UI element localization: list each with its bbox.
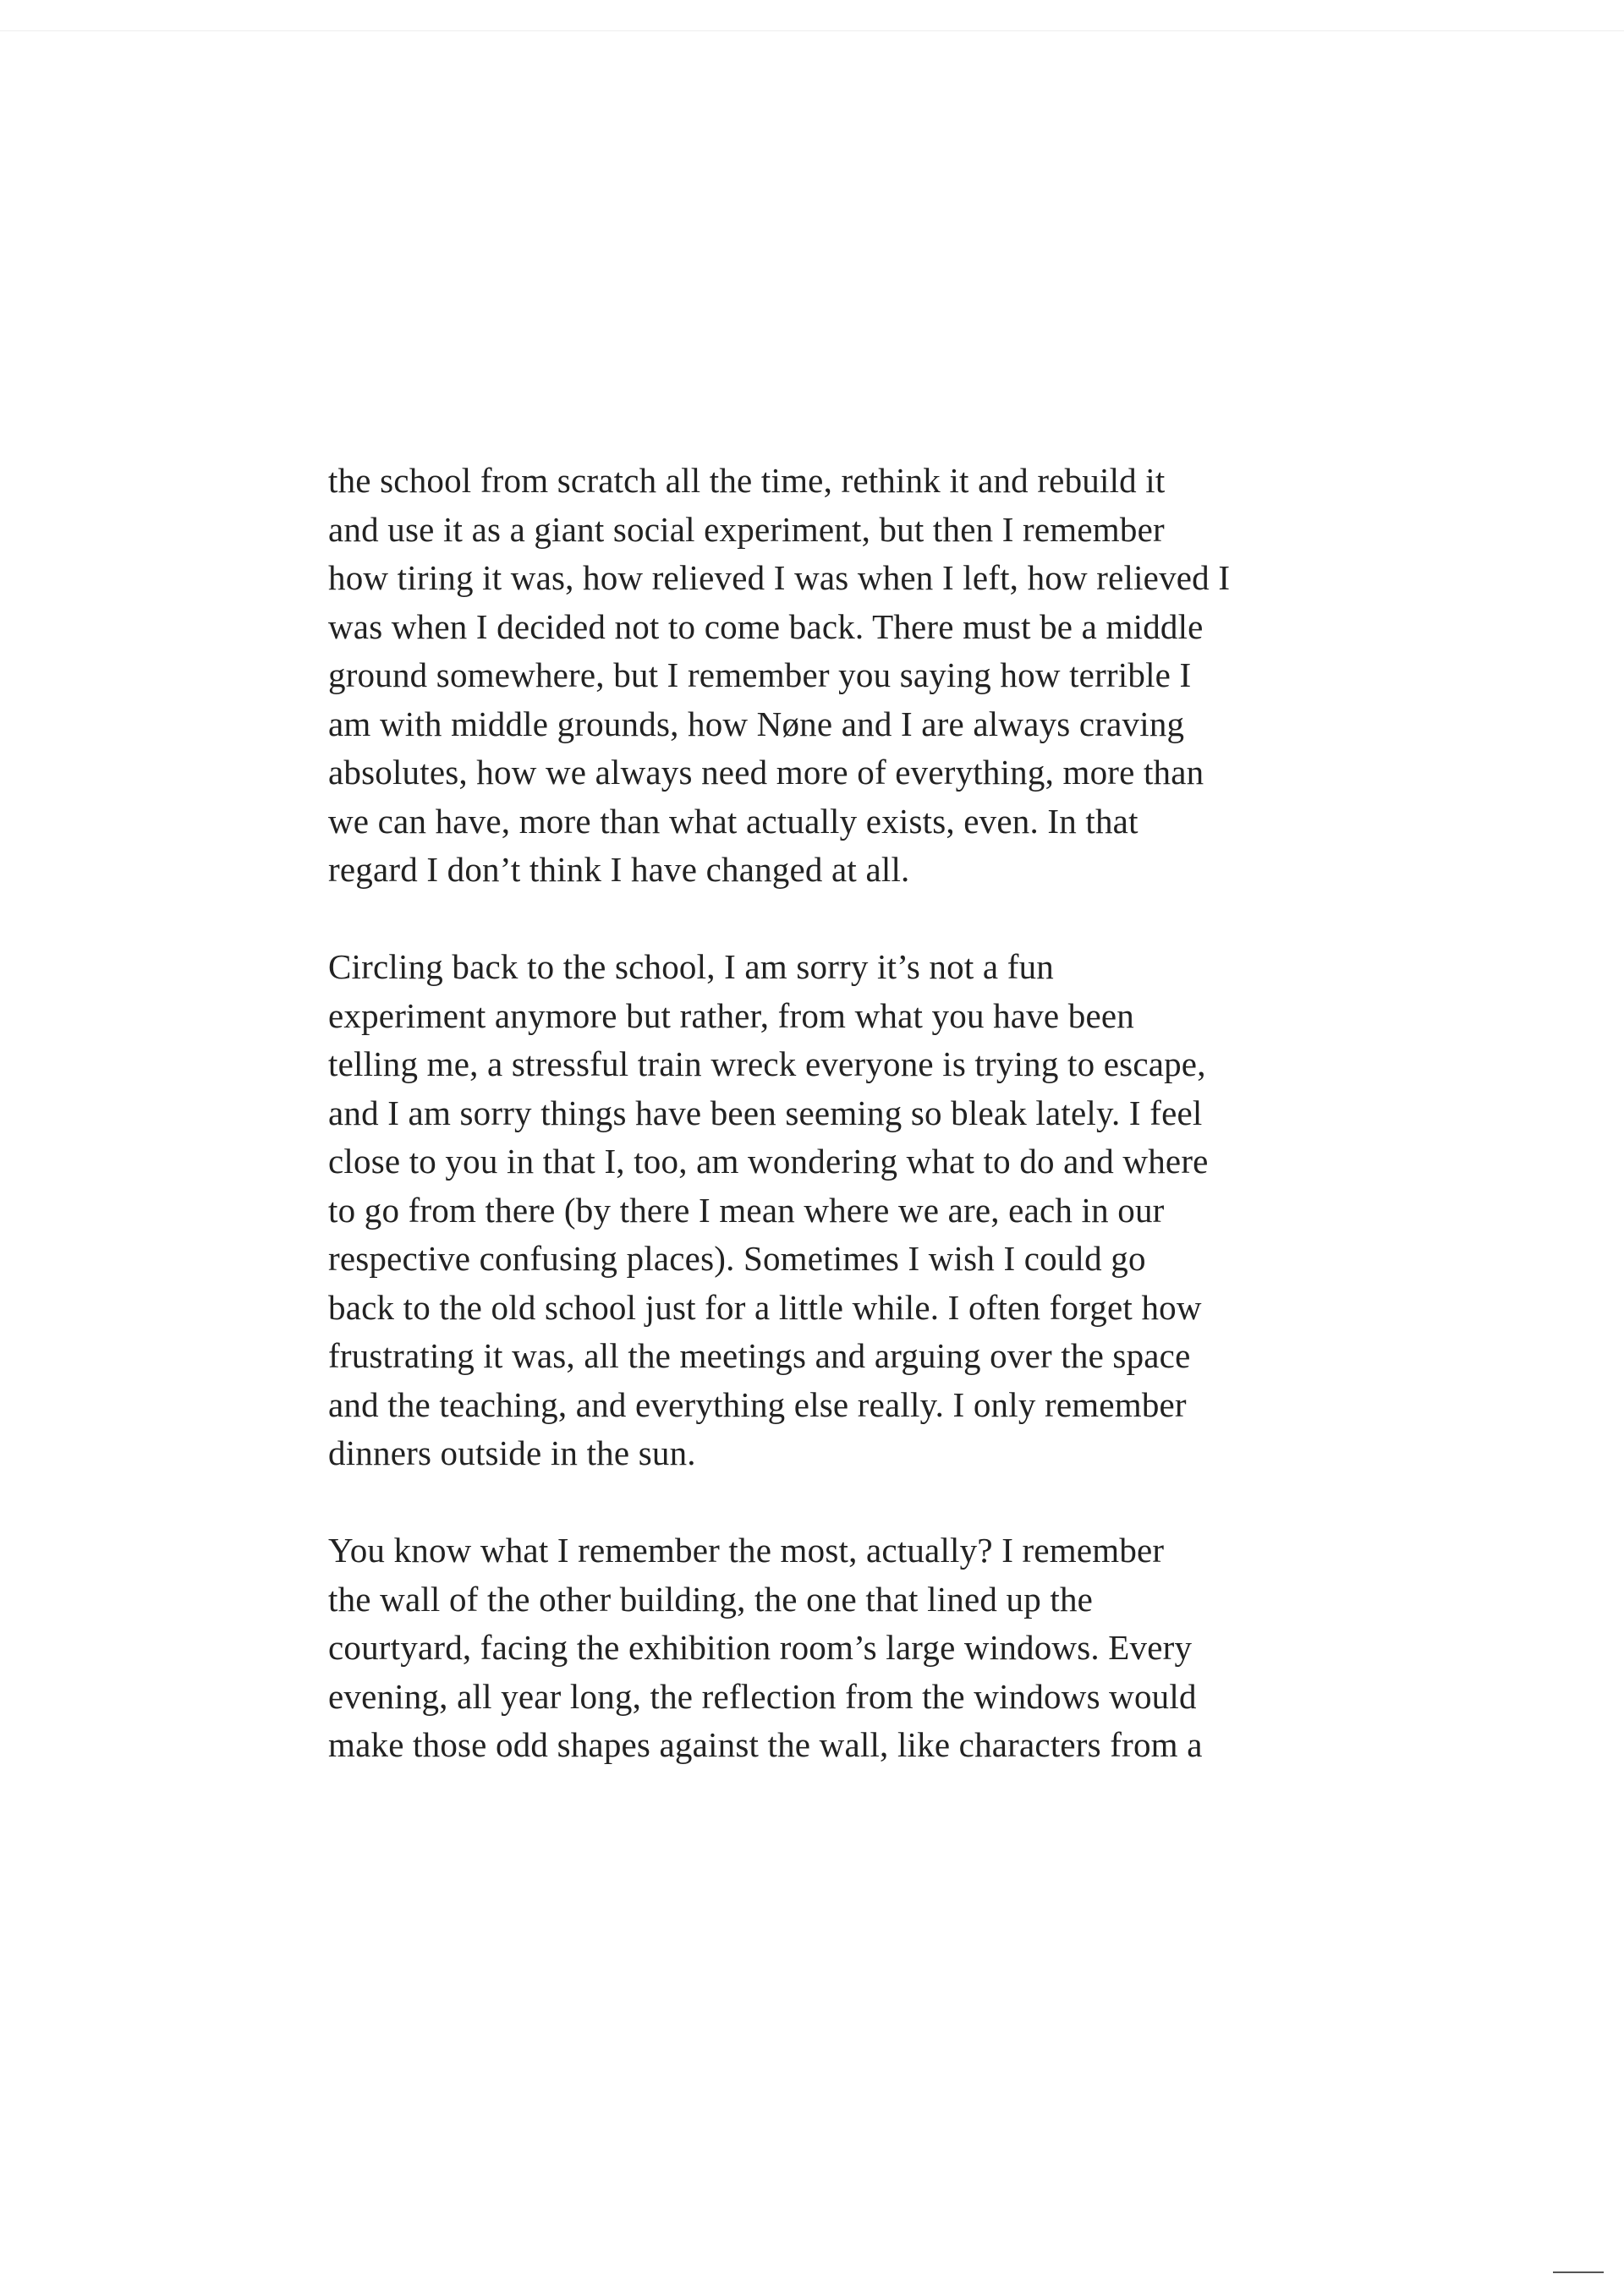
text-line: respective confusing places). Sometimes I wish I could go	[328, 1239, 1146, 1278]
text-line: was when I decided not to come back. There must be a middle	[328, 606, 1204, 646]
paragraph-3	[328, 1526, 1292, 1770]
text-line: close to you in that I, too, am wondering what to do and where	[328, 1142, 1209, 1181]
text-line: regard I don’t think I have changed at all.	[328, 850, 910, 889]
text-line: ground somewhere, but I remember you saying how terrible I	[328, 655, 1192, 694]
text-line: and the teaching, and everything else really. I only remember	[328, 1384, 1187, 1424]
paragraph-break	[328, 1478, 1292, 1527]
text-line: back to the old school just for a little while. I often forget how	[328, 1287, 1202, 1327]
text-line: we can have, more than what actually exists, even. In that	[328, 801, 1138, 841]
page-top-edge	[0, 30, 1624, 31]
text-line: the school from scratch all the time, rethink it and rebuild it	[328, 461, 1166, 500]
text-line: make those odd shapes against the wall, like characters from a	[328, 1725, 1203, 1764]
text-line: frustrating it was, all the meetings and arguing over the space	[328, 1336, 1191, 1375]
text-line: the wall of the other building, the one that lined up the	[328, 1579, 1094, 1619]
body-text	[328, 457, 1292, 1770]
text-line: evening, all year long, the reflection from the windows would	[328, 1676, 1197, 1716]
text-line: experiment anymore but rather, from what you have been	[328, 995, 1134, 1035]
text-line: dinners outside in the sun.	[328, 1433, 696, 1472]
text-line: You know what I remember the most, actually? I remember	[328, 1531, 1165, 1570]
text-line: courtyard, facing the exhibition room’s large windows. Every	[328, 1628, 1193, 1667]
paragraph-2	[328, 943, 1292, 1478]
text-line: am with middle grounds, how Nøne and I are always craving	[328, 704, 1185, 743]
text-line: Circling back to the school, I am sorry it’s not a fun	[328, 947, 1054, 986]
paragraph-break	[328, 895, 1292, 944]
paragraph-1	[328, 457, 1292, 895]
text-line: how tiring it was, how relieved I was when I left, how relieved I	[328, 558, 1231, 597]
text-line: and use it as a giant social experiment, but then I remember	[328, 509, 1165, 549]
text-line: and I am sorry things have been seeming so bleak lately. I feel	[328, 1093, 1203, 1132]
text-line: to go from there (by there I mean where we are, each in our	[328, 1190, 1165, 1230]
text-line: telling me, a stressful train wreck everyone is trying to escape,	[328, 1044, 1206, 1083]
text-line: absolutes, how we always need more of everything, more than	[328, 753, 1204, 792]
crop-mark	[1553, 2271, 1604, 2273]
